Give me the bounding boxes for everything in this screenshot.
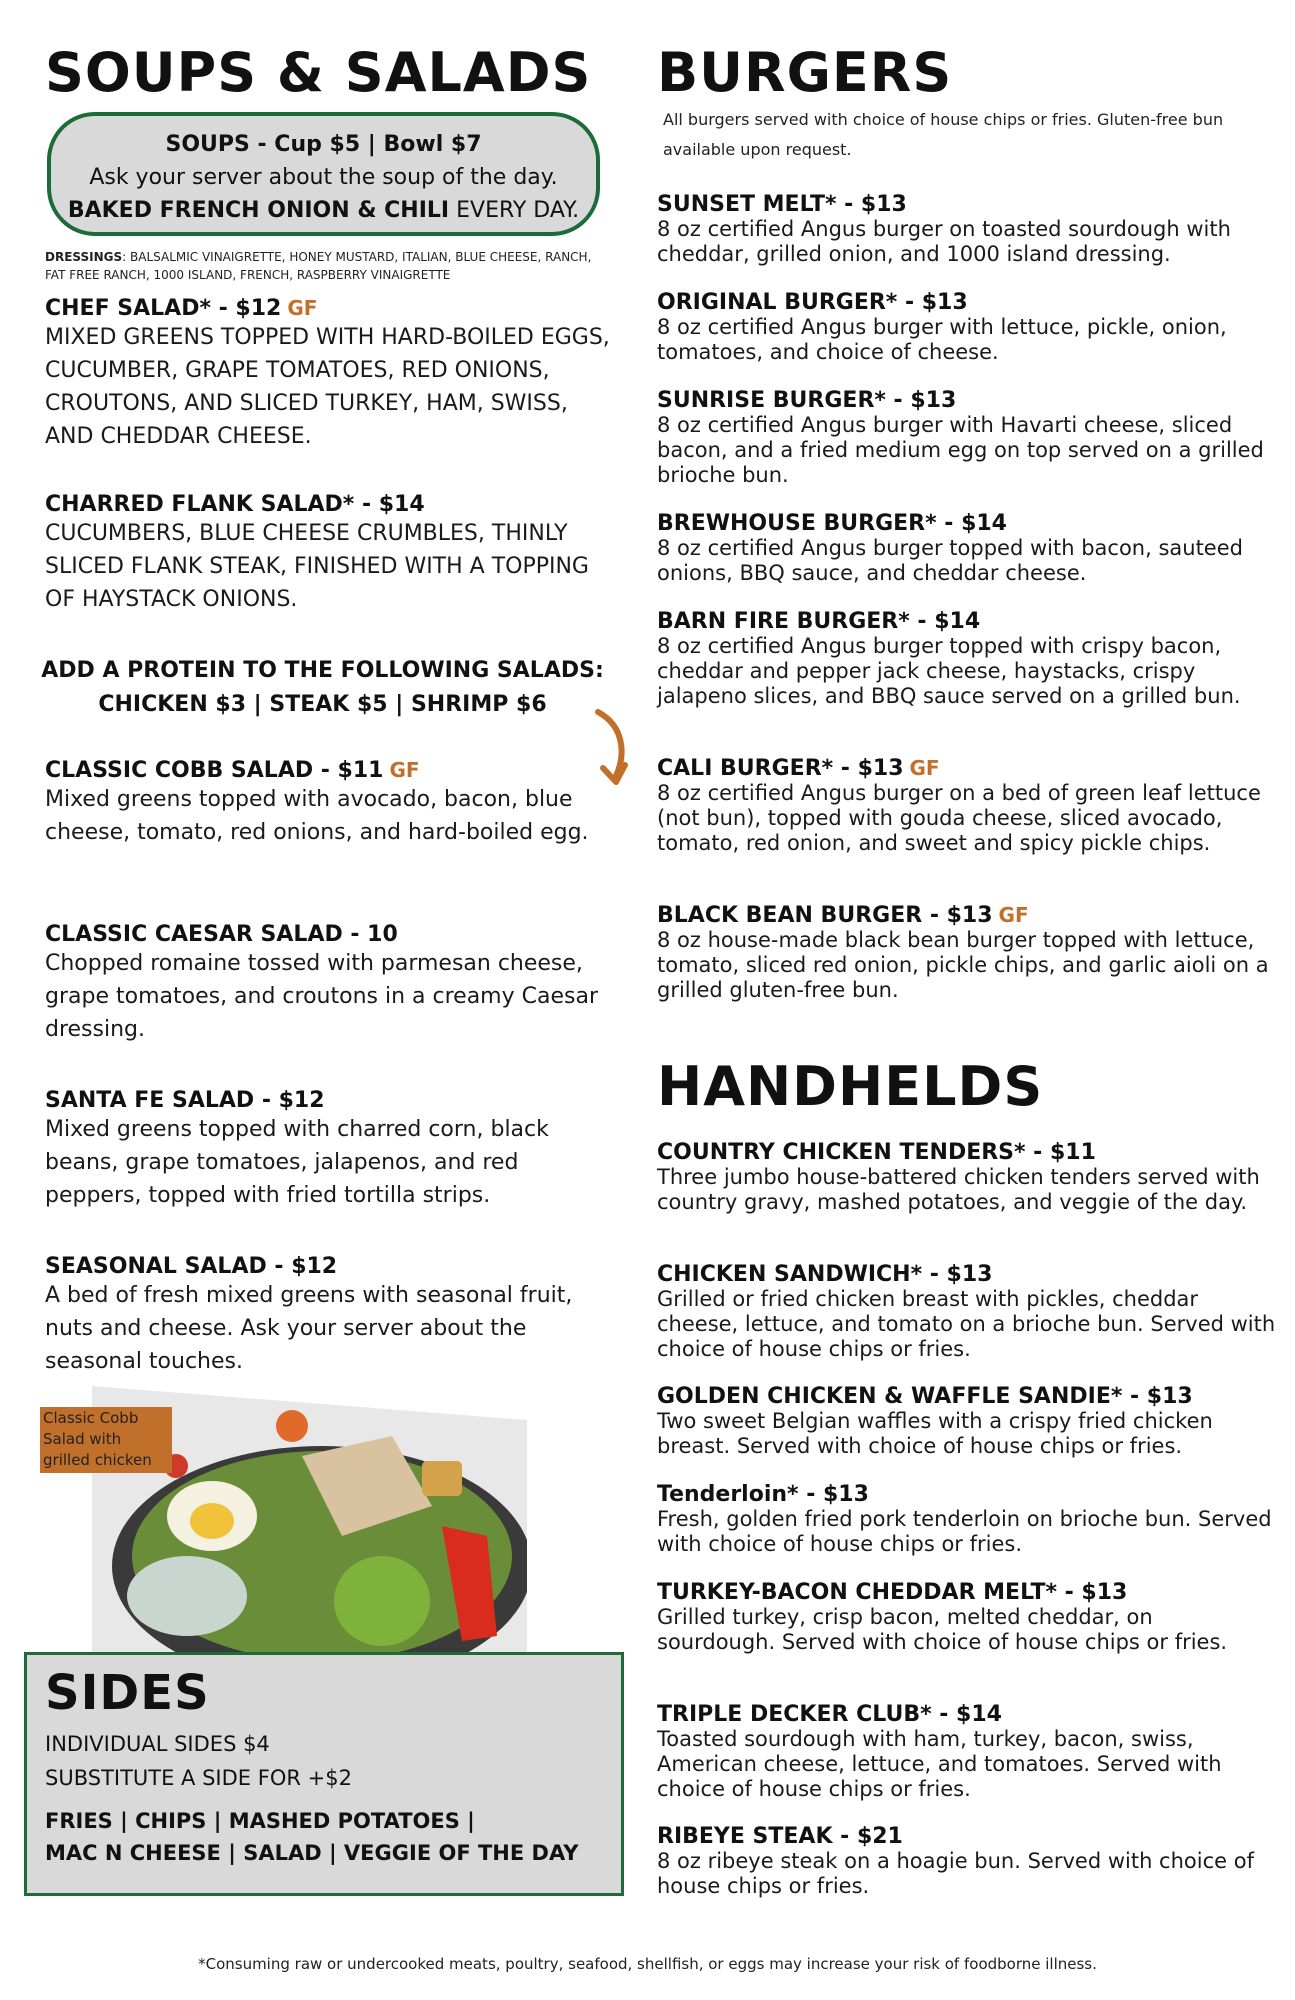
menu-item: ORIGINAL BURGER* - $13 8 oz certified Angus burger with lettuce, pickle, onion, tomatoes, and choice of cheese. (657, 290, 1227, 364)
daily-soups: BAKED FRENCH ONION & CHILI EVERY DAY. (67, 198, 580, 223)
burgers-note: All burgers served with choice of house chips or fries. Gluten-free bun available upon request. (663, 110, 1224, 159)
menu-item: BREWHOUSE BURGER* - $14 8 oz certified Angus burger topped with bacon, sauteed onions, BBQ sauce, and cheddar cheese. (657, 511, 1243, 585)
sides-box (24, 1652, 624, 1896)
menu-item: TRIPLE DECKER CLUB* - $14 Toasted sourdough with ham, turkey, bacon, swiss, American cheese, lettuce, and tomatoes. Served with choice of house chips or fries. (657, 1702, 1222, 1801)
menu-item: SUNSET MELT* - $13 8 oz certified Angus burger on toasted sourdough with cheddar, grilled onion, and 1000 island dressing. (657, 192, 1231, 266)
soup-of-day-note: Ask your server about the soup of the day. (89, 165, 558, 190)
sides-substitute: SUBSTITUTE A SIDE FOR +$2 (45, 1766, 352, 1790)
sides-heading: SIDES (45, 1665, 210, 1721)
menu-item: TURKEY-BACON CHEDDAR MELT* - $13 Grilled turkey, crisp bacon, melted cheddar, on sourdough. Served with choice of house chips or fries. (657, 1580, 1228, 1654)
burgers-heading: BURGERS (657, 41, 953, 104)
dressings-list: DRESSINGS: BALSALMIC VINAIGRETTE, HONEY MUSTARD, ITALIAN, BLUE CHEESE, RANCH, FAT FREE RANCH, 1000 ISLAND, FRENCH, RASPBERRY VINAIGRETTE (45, 250, 592, 282)
menu-item: SEASONAL SALAD - $12 A bed of fresh mixed greens with seasonal fruit, nuts and cheese. Ask your server about the seasonal touches. (45, 1254, 573, 1374)
menu-item: CHEF SALAD* - $12 GF MIXED GREENS TOPPED WITH HARD-BOILED EGGS, CUCUMBER, GRAPE TOMATOES, RED ONIONS, CROUTONS, AND SLICED TURKEY, HAM, SWISS, AND CHEDDAR CHEESE. (45, 296, 610, 449)
menu-item: CLASSIC COBB SALAD - $11 GF Mixed greens topped with avocado, bacon, blue cheese, tomato, red onions, and hard-boiled egg. (45, 758, 589, 845)
soups-salads-heading: SOUPS & SALADS (45, 41, 592, 104)
soups-box (47, 112, 600, 236)
menu-item: BLACK BEAN BURGER - $13 GF 8 oz house-made black bean burger topped with lettuce, tomato, sliced red onion, pickle chips, and garlic aioli on a grilled gluten-free bun. (657, 903, 1269, 1002)
menu-item: SANTA FE SALAD - $12 Mixed greens topped with charred corn, black beans, grape tomatoes, jalapenos, and red peppers, topped with fried tortilla strips. (45, 1088, 549, 1208)
menu-item: RIBEYE STEAK - $21 8 oz ribeye steak on a hoagie bun. Served with choice of house chips or fries. (657, 1824, 1254, 1898)
menu-item: CALI BURGER* - $13 GF 8 oz certified Angus burger on a bed of green leaf lettuce (not bun), topped with gouda cheese, sliced avocado, tomato, red onion, and sweet and spicy pickle chips. (657, 756, 1261, 855)
protein-add-on: ADD A PROTEIN TO THE FOLLOWING SALADS: CHICKEN $3 | STEAK $5 | SHRIMP $6 (41, 658, 604, 717)
soups-price: SOUPS - Cup $5 | Bowl $7 (165, 132, 482, 157)
menu-item: CHARRED FLANK SALAD* - $14 CUCUMBERS, BLUE CHEESE CRUMBLES, THINLY SLICED FLANK STEAK, FINISHED WITH A TOPPING OF HAYSTACK ONIONS. (45, 492, 589, 612)
menu-item: COUNTRY CHICKEN TENDERS* - $11 Three jumbo house-battered chicken tenders served with country gravy, mashed potatoes, and veggie of the day. (657, 1140, 1260, 1214)
sides-options: FRIES | CHIPS | MASHED POTATOES | (45, 1809, 475, 1833)
gluten-free-badge: GF (998, 903, 1029, 927)
menu-item: BARN FIRE BURGER* - $14 8 oz certified Angus burger topped with crispy bacon, cheddar and pepper jack cheese, haystacks, crispy jalapeno slices, and BBQ sauce served on a grilled bun. (657, 609, 1241, 708)
gluten-free-badge: GF (287, 296, 318, 320)
menu-item: CLASSIC CAESAR SALAD - 10 Chopped romaine tossed with parmesan cheese, grape tomatoes, and croutons in a creamy Caesar dressing. (45, 922, 598, 1042)
sides-options: MAC N CHEESE | SALAD | VEGGIE OF THE DAY (45, 1841, 579, 1865)
gluten-free-badge: GF (909, 756, 940, 780)
handhelds-heading: HANDHELDS (657, 1055, 1044, 1118)
menu-item: Tenderloin* - $13 Fresh, golden fried pork tenderloin on brioche bun. Served with choice of house chips or fries. (657, 1482, 1272, 1556)
menu-item: GOLDEN CHICKEN & WAFFLE SANDIE* - $13 Two sweet Belgian waffles with a crispy fried chicken breast. Served with choice of house chips or fries. (657, 1384, 1213, 1458)
food-safety-disclaimer: *Consuming raw or undercooked meats, poultry, seafood, shellfish, or eggs may increase your risk of foodborne illness. (198, 1955, 1097, 1973)
gluten-free-badge: GF (389, 758, 420, 782)
photo-caption: Classic Cobb Salad with grilled chicken (40, 1407, 172, 1473)
menu-item: SUNRISE BURGER* - $13 8 oz certified Angus burger with Havarti cheese, sliced bacon, and a fried medium egg on top served on a grilled brioche bun. (657, 388, 1264, 487)
menu-item: CHICKEN SANDWICH* - $13 Grilled or fried chicken breast with pickles, cheddar cheese, lettuce, and tomato on a brioche bun. Served with choice of house chips or fries. (657, 1262, 1276, 1361)
sides-price: INDIVIDUAL SIDES $4 (45, 1732, 270, 1756)
